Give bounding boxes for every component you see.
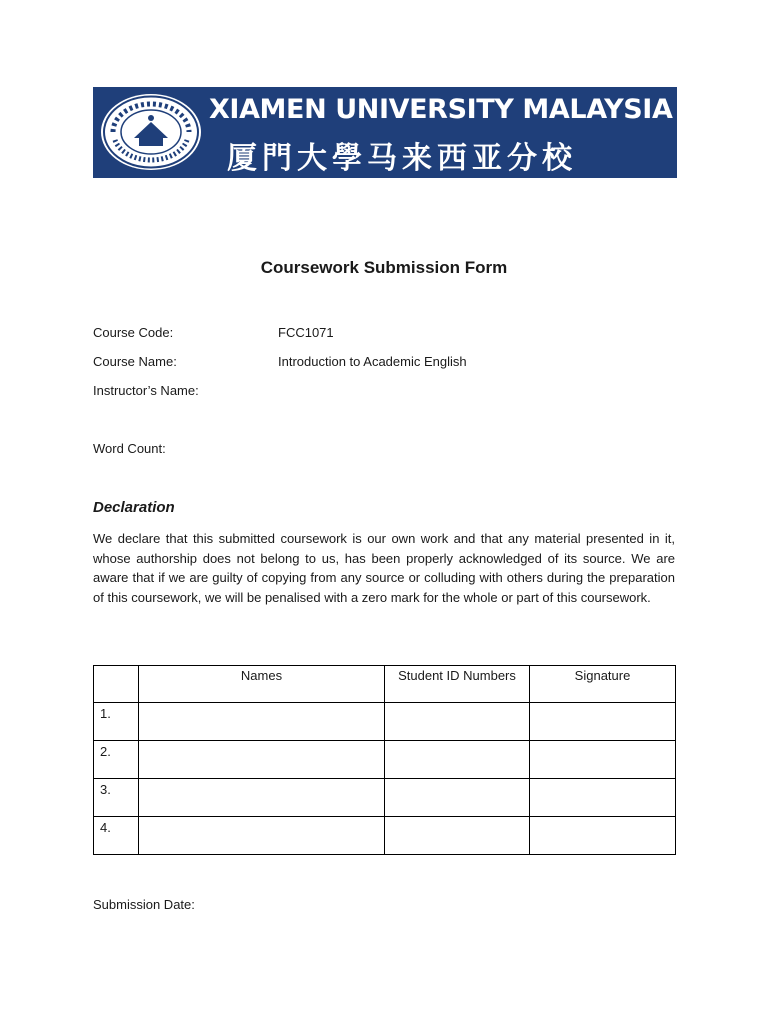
banner-university-name-chinese: 厦門大學马来西亚分校 bbox=[227, 141, 577, 176]
row-number: 4. bbox=[94, 817, 139, 855]
student-id-cell[interactable] bbox=[385, 779, 530, 817]
banner-university-name: XIAMEN UNIVERSITY MALAYSIA bbox=[209, 94, 673, 125]
column-header-student-id: Student ID Numbers bbox=[385, 666, 530, 703]
course-name-label: Course Name: bbox=[93, 354, 177, 369]
column-header-signature: Signature bbox=[530, 666, 676, 703]
submission-date-label: Submission Date: bbox=[93, 897, 195, 912]
form-title: Coursework Submission Form bbox=[260, 258, 508, 277]
university-banner bbox=[93, 87, 677, 178]
row-number: 1. bbox=[94, 703, 139, 741]
signature-cell[interactable] bbox=[530, 741, 676, 779]
name-cell[interactable] bbox=[139, 741, 385, 779]
column-header-names: Names bbox=[139, 666, 385, 703]
name-cell[interactable] bbox=[139, 817, 385, 855]
signature-cell[interactable] bbox=[530, 779, 676, 817]
instructor-name-label: Instructor’s Name: bbox=[93, 383, 199, 398]
student-id-cell[interactable] bbox=[385, 703, 530, 741]
signature-cell[interactable] bbox=[530, 817, 676, 855]
university-seal-logo bbox=[99, 92, 203, 172]
name-cell[interactable] bbox=[139, 779, 385, 817]
student-id-cell[interactable] bbox=[385, 817, 530, 855]
row-number: 2. bbox=[94, 741, 139, 779]
table-header-row bbox=[94, 666, 676, 703]
table-row bbox=[94, 779, 676, 817]
course-code-label: Course Code: bbox=[93, 325, 174, 340]
word-count-label: Word Count: bbox=[93, 441, 166, 456]
column-header-number bbox=[94, 666, 139, 703]
course-code-value[interactable]: FCC1071 bbox=[278, 325, 334, 340]
group-members-table bbox=[93, 665, 676, 855]
course-name-value[interactable]: Introduction to Academic English bbox=[278, 354, 467, 369]
table-row bbox=[94, 741, 676, 779]
name-cell[interactable] bbox=[139, 703, 385, 741]
signature-cell[interactable] bbox=[530, 703, 676, 741]
student-id-cell[interactable] bbox=[385, 741, 530, 779]
declaration-text: We declare that this submitted coursework is our own work and that any material presented in it, whose authorship does not belong to us, has been properly acknowledged of its source. We are aware that if we are guilty of copying from any source or colluding with others during the preparation of this coursework, we will be penalised with a zero mark for the whole or part of this coursework. bbox=[93, 531, 675, 605]
table-row bbox=[94, 817, 676, 855]
row-number: 3. bbox=[94, 779, 139, 817]
table-row bbox=[94, 703, 676, 741]
declaration-heading: Declaration bbox=[93, 499, 175, 516]
